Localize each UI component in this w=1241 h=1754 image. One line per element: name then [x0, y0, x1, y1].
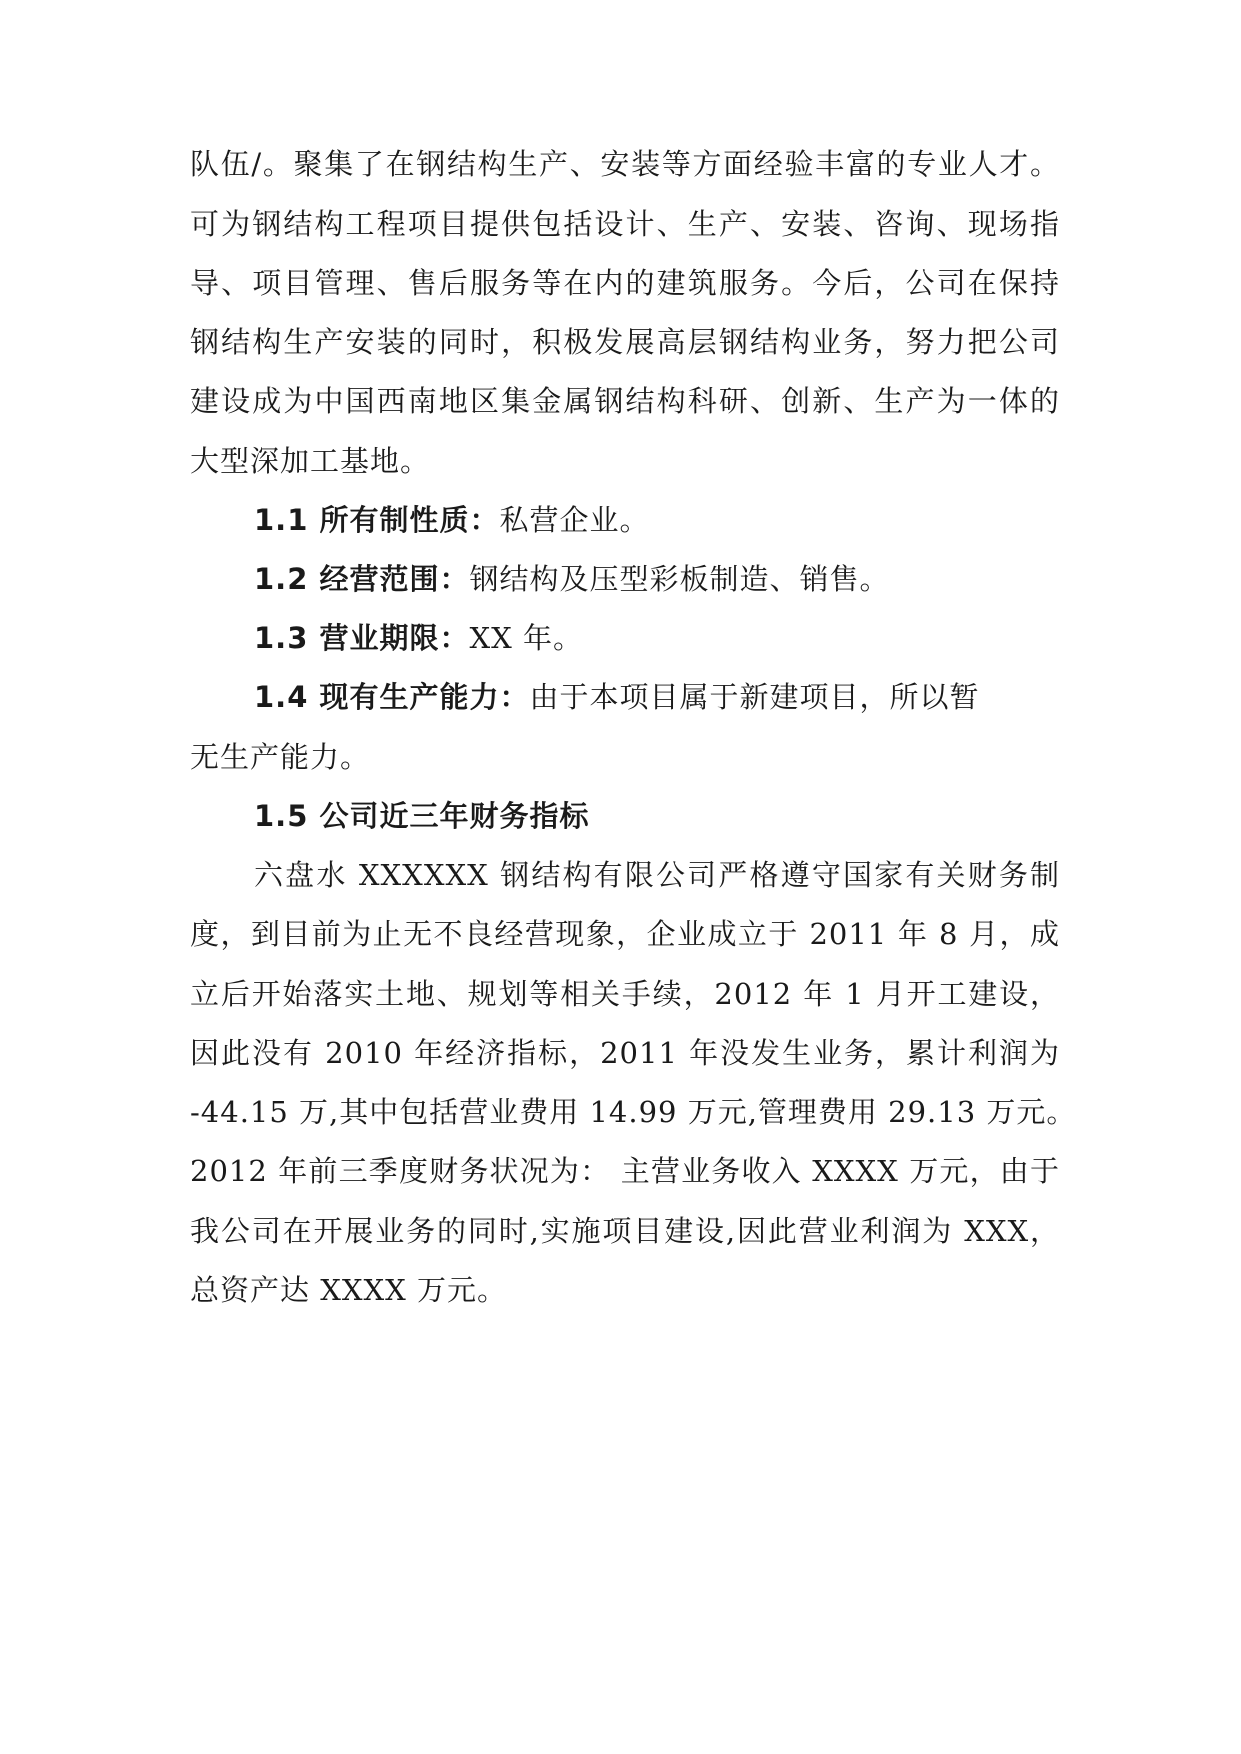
paragraph-line: 立后开始落实土地、规划等相关手续，2012 年 1 月开工建设，: [190, 977, 1060, 1011]
item-text: 钢结构及压型彩板制造、销售。: [469, 562, 890, 596]
item-1-4: [254, 673, 1060, 721]
item-label: 1.1 所有制性质：: [254, 503, 500, 537]
paragraph-line: 可为钢结构工程项目提供包括设计、生产、安装、咨询、现场指: [190, 207, 1060, 241]
paragraph-line: 因此没有 2010 年经济指标，2011 年没发生业务，累计利润为: [190, 1036, 1060, 1070]
item-1-4-continuation: 无生产能力。: [190, 740, 371, 774]
paragraph-line: 2012 年前三季度财务状况为： 主营业务收入 XXXX 万元，由于: [190, 1154, 1060, 1188]
item-1-1: [254, 496, 1060, 544]
item-1-2: [254, 555, 1060, 603]
paragraph-line: 导、项目管理、售后服务等在内的建筑服务。今后，公司在保持: [190, 266, 1060, 300]
item-label: 1.4 现有生产能力：: [254, 680, 530, 714]
item-label: 1.3 营业期限：: [254, 621, 470, 655]
paragraph-line: 建设成为中国西南地区集金属钢结构科研、创新、生产为一体的: [190, 384, 1060, 418]
paragraph-line: 大型深加工基地。: [190, 444, 431, 478]
section-heading: 1.5 公司近三年财务指标: [254, 799, 590, 833]
paragraph-line: 队伍/。聚集了在钢结构生产、安装等方面经验丰富的专业人才。: [190, 147, 1060, 181]
item-text: XX 年。: [469, 621, 583, 655]
paragraph-line: 我公司在开展业务的同时,实施项目建设,因此营业利润为 XXX，: [190, 1214, 1060, 1248]
paragraph-line: 总资产达 XXXX 万元。: [190, 1273, 508, 1307]
item-1-3: [254, 614, 1060, 662]
item-text: 由于本项目属于新建项目，所以暂: [529, 680, 980, 714]
paragraph-line: -44.15 万,其中包括营业费用 14.99 万元,管理费用 29.13 万元。: [190, 1095, 1077, 1129]
paragraph-line: 钢结构生产安装的同时，积极发展高层钢结构业务，努力把公司: [190, 325, 1060, 359]
paragraph-line: 度，到目前为止无不良经营现象，企业成立于 2011 年 8 月，成: [190, 917, 1060, 951]
paragraph-line: 六盘水 XXXXXX 钢结构有限公司严格遵守国家有关财务制: [254, 858, 1060, 892]
item-label: 1.2 经营范围：: [254, 562, 470, 596]
item-text: 私营企业。: [499, 503, 650, 537]
